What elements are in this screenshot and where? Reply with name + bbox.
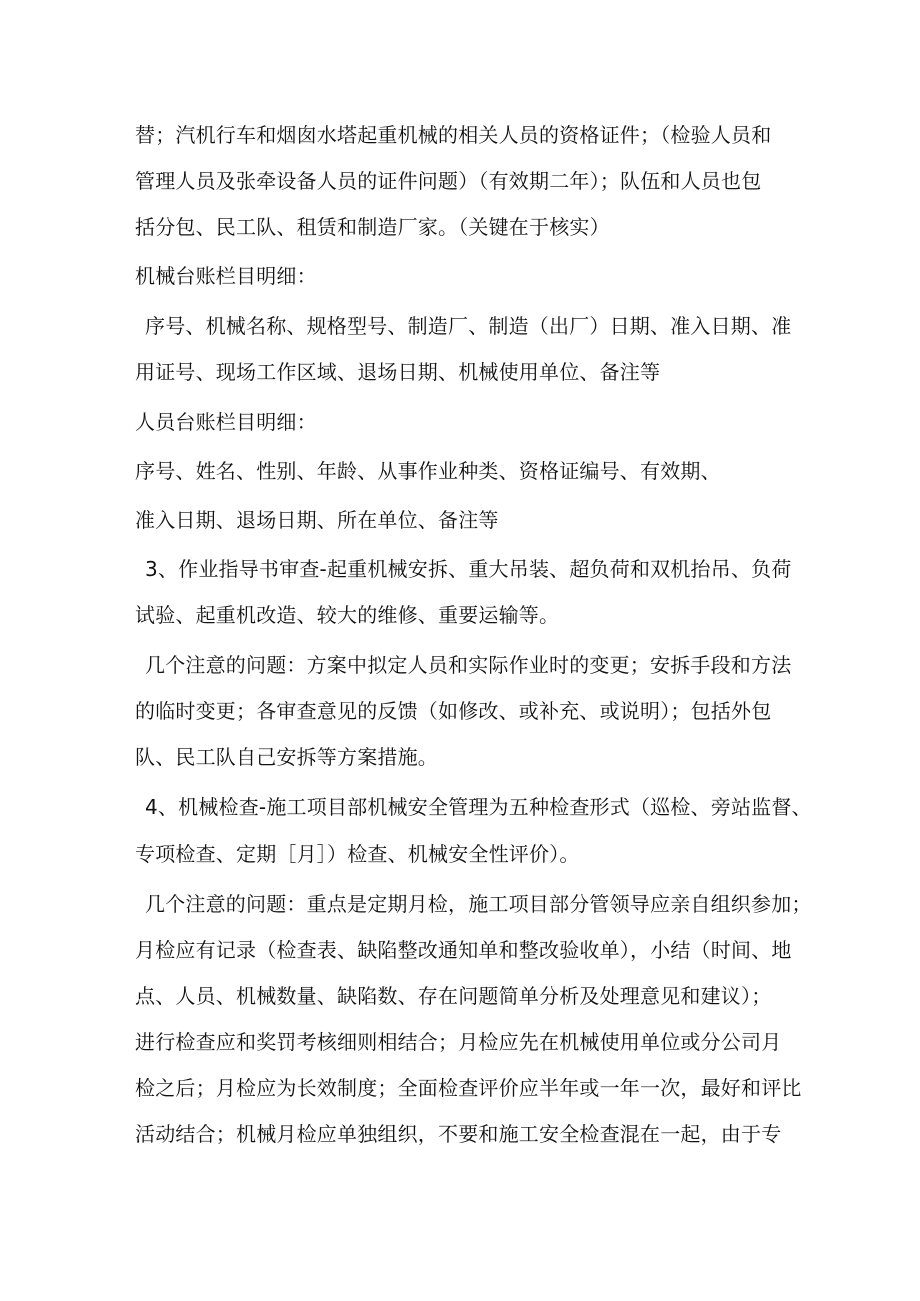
numbered-paragraph: 4、机械检查-施工项目部机械安全管理为五种检查形式（巡检、旁站监督、 bbox=[145, 795, 812, 819]
text-line: 替；汽机行车和烟囱水塔起重机械的相关人员的资格证件；（检验人员和 bbox=[135, 123, 772, 147]
text-line: 试验、起重机改造、较大的维修、重要运输等。 bbox=[135, 603, 560, 627]
text-line: 检之后；月检应为长效制度；全面检查评价应半年或一年一次，最好和评比 bbox=[135, 1076, 802, 1100]
text-line: 准入日期、退场日期、所在单位、备注等 bbox=[135, 508, 499, 532]
numbered-paragraph: 3、作业指导书审查-起重机械安拆、重大吊装、超负荷和双机抬吊、负荷 bbox=[145, 557, 792, 581]
text-line: 月检应有记录（检查表、缺陷整改通知单和整改验收单），小结（时间、地 bbox=[135, 938, 792, 962]
text-line: 序号、姓名、性别、年龄、从事作业种类、资格证编号、有效期、 bbox=[135, 459, 721, 483]
text-line: 队、民工队自己安拆等方案措施。 bbox=[135, 745, 438, 769]
text-line: 专项检查、定期［月］）检查、机械安全性评价）。 bbox=[135, 842, 580, 866]
text-line: 括分包、民工队、租赁和制造厂家。（关键在于核实） bbox=[135, 215, 610, 239]
text-line: 活动结合；机械月检应单独组织，不要和施工安全检查混在一起，由于专 bbox=[135, 1122, 782, 1146]
text-line: 用证号、现场工作区域、退场日期、机械使用单位、备注等 bbox=[135, 360, 661, 384]
text-line: 管理人员及张牵设备人员的证件问题）（有效期二年）；队伍和人员也包 bbox=[135, 169, 762, 193]
text-line: 进行检查应和奖罚考核细则相结合；月检应先在机械使用单位或分公司月 bbox=[135, 1030, 782, 1054]
text-line: 几个注意的问题：方案中拟定人员和实际作业时的变更；安拆手段和方法 bbox=[145, 653, 792, 677]
text-line: 几个注意的问题：重点是定期月检，施工项目部分管领导应亲自组织参加； bbox=[145, 892, 812, 916]
text-line: 序号、机械名称、规格型号、制造厂、制造（出厂）日期、准入日期、准 bbox=[145, 314, 792, 338]
section-heading: 机械台账栏目明细： bbox=[135, 264, 317, 288]
text-line: 的临时变更；各审查意见的反馈（如修改、或补充、或说明）；包括外包 bbox=[135, 699, 772, 723]
text-line: 点、人员、机械数量、缺陷数、存在问题简单分析及处理意见和建议）； bbox=[135, 984, 772, 1008]
section-heading: 人员台账栏目明细： bbox=[135, 410, 317, 434]
